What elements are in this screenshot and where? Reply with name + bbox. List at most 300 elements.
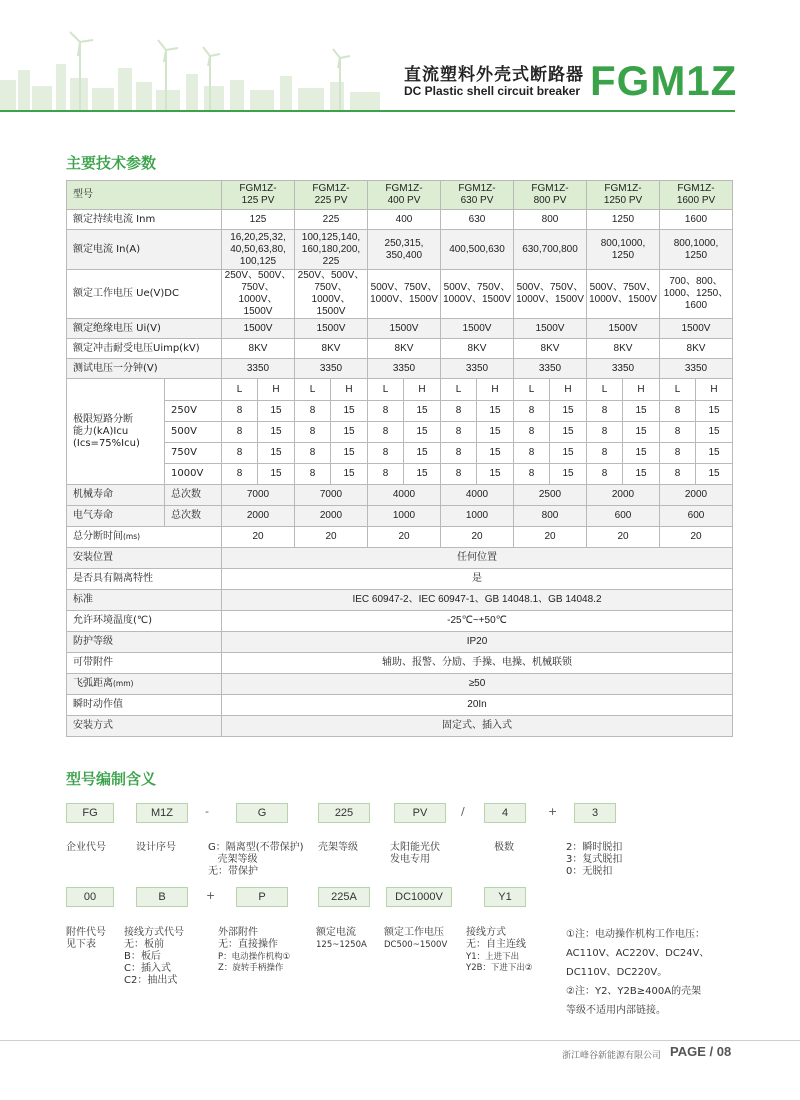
value-cell-text: 8	[309, 426, 316, 437]
value-cell	[514, 422, 550, 443]
value-cell-text: 800	[541, 510, 559, 521]
value-cell-text: 1000	[392, 510, 416, 521]
code-box-pv: PV	[394, 803, 446, 823]
value-cell-text: 500V、750V、 1000V、1500V	[589, 282, 657, 305]
value-cell	[222, 210, 295, 230]
value-cell	[441, 464, 477, 485]
value-cell	[222, 485, 295, 506]
value-cell-text: 400,500,630	[449, 243, 505, 255]
value-cell-text: 20	[471, 531, 483, 542]
voltage-label-text: 500V	[171, 426, 197, 437]
product-model: FGM1Z	[590, 57, 738, 104]
value-cell-text: 15	[635, 405, 647, 416]
lh-cell	[514, 379, 550, 401]
value-cell-text: 15	[635, 447, 647, 458]
code-box-poles: 4	[484, 803, 526, 823]
value-cell	[587, 339, 660, 359]
value-cell-text: 是	[472, 573, 482, 584]
value-cell	[623, 422, 660, 443]
value-cell-text: 3350	[684, 362, 708, 374]
value-cell-text: 1500V	[243, 322, 273, 334]
value-cell	[587, 359, 660, 379]
value-cell-text: 4000	[465, 489, 489, 500]
code-box-voltage: DC1000V	[386, 887, 452, 907]
code-subdesc-external: P：电动操作机构① Z：旋转手柄操作	[218, 952, 291, 973]
table-row	[67, 611, 733, 632]
spec-table	[66, 180, 733, 737]
lh-cell	[550, 379, 587, 401]
value-cell	[295, 230, 368, 270]
value-cell-text: 7000	[246, 489, 270, 500]
table-row	[67, 506, 733, 527]
lh-cell-text: H	[272, 383, 280, 395]
row-label-text: 型号	[73, 189, 93, 200]
value-cell-text: 2000	[246, 510, 270, 521]
value-cell-text: 15	[708, 405, 720, 416]
code-desc-isolation: G：隔离型(不带保护) 壳架等级 无：带保护	[208, 842, 304, 877]
row-label-text: 额定工作电压 Ue(V)DC	[73, 288, 179, 299]
value-cell-text: 1500V	[389, 322, 419, 334]
page-number: PAGE / 08	[670, 1044, 732, 1059]
value-cell	[587, 270, 660, 319]
value-cell-text: 15	[635, 468, 647, 479]
value-cell	[331, 464, 368, 485]
value-cell	[222, 653, 733, 674]
document-title-en: DC Plastic shell circuit breaker	[404, 84, 581, 98]
value-cell	[222, 611, 733, 632]
value-cell	[660, 270, 733, 319]
value-cell	[587, 485, 660, 506]
value-cell-text: 250V、500V、 750V、1000V、 1500V	[224, 270, 292, 317]
value-cell-text: 8	[528, 468, 535, 479]
lh-cell	[660, 379, 696, 401]
row-label	[67, 695, 222, 716]
value-cell	[514, 230, 587, 270]
value-cell	[514, 527, 587, 548]
value-cell-text: IEC 60947-2、IEC 60947-1、GB 14048.1、GB 14048.2	[352, 594, 602, 605]
value-cell	[222, 270, 295, 319]
value-cell	[295, 464, 331, 485]
lh-cell-text: H	[418, 383, 426, 395]
value-cell-text: 20	[617, 531, 629, 542]
code-separator: /	[461, 805, 465, 818]
lh-cell	[258, 379, 295, 401]
value-cell	[550, 443, 587, 464]
value-cell	[660, 359, 733, 379]
table-row	[67, 548, 733, 569]
row-label	[67, 632, 222, 653]
sub-label-text: 总次数	[171, 510, 201, 521]
value-cell-text: 8KV	[467, 342, 487, 354]
value-cell	[222, 401, 258, 422]
spec-section-title: 主要技术参数	[66, 154, 157, 172]
value-cell-text: 20In	[467, 699, 487, 710]
sub-label	[165, 506, 222, 527]
value-cell	[477, 443, 514, 464]
code-desc-frame: 壳架等级	[318, 842, 358, 853]
value-cell	[441, 527, 514, 548]
row-label	[67, 527, 222, 548]
value-cell-text: 20	[398, 531, 410, 542]
value-cell-text: 3350	[319, 362, 343, 374]
value-cell-text: 8KV	[540, 342, 560, 354]
value-cell	[222, 339, 295, 359]
value-cell	[623, 464, 660, 485]
value-cell	[295, 210, 368, 230]
value-cell-text: 8	[674, 447, 681, 458]
value-cell	[587, 527, 660, 548]
value-cell	[587, 230, 660, 270]
code-subdesc-current: 125~1250A	[316, 940, 367, 950]
value-cell	[258, 464, 295, 485]
code-box-company: FG	[66, 803, 114, 823]
value-cell	[368, 339, 441, 359]
value-cell	[514, 270, 587, 319]
value-cell-text: 8KV	[613, 342, 633, 354]
footer-divider	[0, 1040, 800, 1041]
code-desc-company: 企业代号	[66, 842, 106, 853]
row-label-text: 极限短路分断 能力(kA)Icu (Ics=75%Icu)	[73, 413, 140, 449]
row-label	[67, 569, 222, 590]
value-cell-text: 8	[382, 468, 389, 479]
value-cell-text: 15	[343, 405, 355, 416]
code-desc-current: 额定电流	[316, 927, 356, 938]
model-header	[587, 181, 660, 210]
lh-cell-text: L	[528, 383, 535, 395]
value-cell	[368, 506, 441, 527]
value-cell-text: 15	[708, 426, 720, 437]
value-cell	[441, 422, 477, 443]
row-label	[67, 181, 222, 210]
row-label-text: 额定电流 In(A)	[73, 243, 141, 255]
code-desc-wiring: 接线方式代号 无：板前 B：板后 C：插入式 C2：抽出式	[124, 927, 184, 986]
value-cell-text: 7000	[319, 489, 343, 500]
row-label-text: 额定持续电流 Inm	[73, 213, 156, 225]
value-cell	[331, 401, 368, 422]
value-cell-text: 8	[309, 468, 316, 479]
value-cell-text: 8	[309, 447, 316, 458]
code-separator: +	[206, 889, 216, 902]
unit-label: (ms)	[123, 532, 141, 541]
value-cell-text: 8KV	[686, 342, 706, 354]
value-cell-text: 100,125,140, 160,180,200, 225	[301, 231, 361, 267]
value-cell	[295, 527, 368, 548]
row-label-text: 飞弧距离	[73, 678, 113, 689]
value-cell-text: 3350	[611, 362, 635, 374]
table-row	[67, 210, 733, 230]
value-cell	[222, 464, 258, 485]
value-cell-text: 15	[562, 426, 574, 437]
value-cell-text: 8	[455, 447, 462, 458]
value-cell-text: 8	[382, 426, 389, 437]
value-cell	[222, 506, 295, 527]
code-desc-poles: 极数	[494, 842, 514, 853]
row-label	[67, 319, 222, 339]
value-cell-text: 1250	[611, 213, 635, 225]
value-cell	[441, 210, 514, 230]
code-desc-external: 外部附件 无：直接操作	[218, 927, 278, 950]
lh-cell-text: L	[601, 383, 608, 395]
row-label-text: 机械寿命	[73, 489, 113, 500]
value-cell-text: 2000	[684, 489, 708, 500]
lh-cell	[295, 379, 331, 401]
value-cell-text: 800	[541, 213, 559, 225]
city-windmill-illustration	[0, 30, 400, 110]
value-cell-text: 8	[601, 468, 608, 479]
value-cell-text: 15	[270, 447, 282, 458]
value-cell	[258, 422, 295, 443]
row-label	[67, 653, 222, 674]
value-cell	[331, 422, 368, 443]
value-cell-text: 15	[489, 468, 501, 479]
code-box-accessory: 00	[66, 887, 114, 907]
value-cell-text: 600	[614, 510, 632, 521]
value-cell-text: 500V、750V、 1000V、1500V	[370, 282, 438, 305]
value-cell-text: 8	[382, 405, 389, 416]
value-cell-text: 250,315, 350,400	[384, 237, 424, 261]
value-cell-text: 1600	[684, 213, 708, 225]
row-label	[67, 359, 222, 379]
lh-cell-text: L	[236, 383, 243, 395]
row-label-text: 瞬时动作值	[73, 699, 123, 710]
value-cell-text: 8	[455, 405, 462, 416]
model-header	[222, 181, 295, 210]
footnotes: ①注：电动操作机构工作电压： AC110V、AC220V、DC24V、 DC110V、DC220V。 ②注：Y2、Y2B≥400A的壳架 等级不适用内部链接。	[566, 929, 710, 1016]
model-header	[660, 181, 733, 210]
value-cell	[660, 230, 733, 270]
footer-company: 浙江峰谷新能源有限公司	[562, 1051, 662, 1061]
row-label-text: 电气寿命	[73, 510, 113, 521]
value-cell-text: 225	[322, 213, 340, 225]
row-label-text: 额定冲击耐受电压Uimp(kV)	[73, 342, 200, 354]
value-cell-text: 辅助、报警、分励、手操、电操、机械联锁	[382, 657, 572, 668]
value-cell-text: -25℃~+50℃	[447, 615, 507, 626]
value-cell	[660, 485, 733, 506]
row-label-text: 防护等级	[73, 636, 113, 647]
lh-cell	[696, 379, 733, 401]
sub-label	[165, 485, 222, 506]
value-cell	[368, 485, 441, 506]
value-cell-text: 15	[270, 405, 282, 416]
lh-cell-text: H	[491, 383, 499, 395]
value-cell-text: 8	[236, 447, 243, 458]
value-cell-text: 3350	[392, 362, 416, 374]
value-cell	[441, 506, 514, 527]
value-cell	[295, 339, 368, 359]
row-label	[67, 270, 222, 319]
value-cell	[514, 339, 587, 359]
value-cell	[514, 359, 587, 379]
row-label	[67, 548, 222, 569]
value-cell-text: 700、800、 1000、1250、 1600	[663, 276, 729, 311]
value-cell-text: 2500	[538, 489, 562, 500]
value-cell	[331, 443, 368, 464]
value-cell	[222, 548, 733, 569]
value-cell	[514, 464, 550, 485]
unit-label: (mm)	[113, 679, 134, 688]
empty-cell	[165, 379, 222, 401]
code-box-current: 225A	[318, 887, 370, 907]
value-cell-text: 1000	[465, 510, 489, 521]
model-header	[441, 181, 514, 210]
value-cell	[222, 359, 295, 379]
value-cell	[441, 230, 514, 270]
row-label-text: 安装方式	[73, 720, 113, 731]
value-cell-text: 8	[601, 426, 608, 437]
value-cell	[222, 443, 258, 464]
voltage-label	[165, 401, 222, 422]
value-cell-text: 8KV	[248, 342, 268, 354]
value-cell	[587, 506, 660, 527]
value-cell-text: 8	[236, 426, 243, 437]
header-divider	[0, 110, 735, 112]
code-desc-pv: 太阳能光伏 发电专用	[390, 842, 440, 865]
table-row	[67, 443, 733, 464]
lh-cell	[477, 379, 514, 401]
table-row	[67, 485, 733, 506]
model-header	[295, 181, 368, 210]
value-cell	[295, 422, 331, 443]
value-cell-text: 500V、750V、 1000V、1500V	[443, 282, 511, 305]
value-cell-text: 1500V	[535, 322, 565, 334]
model-header-text: FGM1Z- 630 PV	[458, 183, 496, 206]
row-label-text: 安装位置	[73, 552, 113, 563]
value-cell-text: 20	[544, 531, 556, 542]
value-cell-text: 2000	[319, 510, 343, 521]
value-cell-text: 800,1000, 1250	[673, 237, 719, 261]
value-cell-text: 15	[416, 405, 428, 416]
value-cell	[368, 230, 441, 270]
value-cell	[587, 422, 623, 443]
table-row	[67, 632, 733, 653]
value-cell	[404, 422, 441, 443]
code-box-wiring: B	[136, 887, 188, 907]
lh-cell-text: H	[345, 383, 353, 395]
code-desc-voltage: 额定工作电压	[384, 927, 444, 938]
value-cell-text: 固定式、插入式	[442, 720, 512, 731]
value-cell-text: 15	[708, 447, 720, 458]
value-cell	[477, 422, 514, 443]
value-cell-text: 1500V	[681, 322, 711, 334]
value-cell	[441, 485, 514, 506]
table-row	[67, 464, 733, 485]
value-cell	[514, 443, 550, 464]
value-cell	[696, 443, 733, 464]
document-title-cn: 直流塑料外壳式断路器	[404, 65, 584, 85]
value-cell-text: 15	[343, 426, 355, 437]
value-cell	[660, 443, 696, 464]
value-cell	[623, 401, 660, 422]
sub-label-text: 总次数	[171, 489, 201, 500]
code-box-external: P	[236, 887, 288, 907]
value-cell-text: 3350	[246, 362, 270, 374]
value-cell	[623, 443, 660, 464]
value-cell-text: 20	[690, 531, 702, 542]
value-cell	[587, 443, 623, 464]
lh-cell-text: L	[382, 383, 389, 395]
value-cell	[222, 632, 733, 653]
code-desc-connection: 接线方式 无：自主连线	[466, 927, 526, 950]
code-separator: -	[205, 805, 209, 818]
table-row	[67, 359, 733, 379]
value-cell	[368, 443, 404, 464]
value-cell	[696, 464, 733, 485]
value-cell	[368, 270, 441, 319]
row-label	[67, 611, 222, 632]
value-cell	[441, 339, 514, 359]
lh-cell	[404, 379, 441, 401]
value-cell	[222, 422, 258, 443]
value-cell	[660, 506, 733, 527]
value-cell	[295, 359, 368, 379]
value-cell-text: 8	[674, 468, 681, 479]
value-cell	[222, 569, 733, 590]
value-cell-text: 3350	[538, 362, 562, 374]
value-cell-text: 8	[382, 447, 389, 458]
code-desc-trip: 2：瞬时脱扣 3：复式脱扣 0：无脱扣	[566, 842, 623, 877]
value-cell-text: 任何位置	[457, 552, 497, 563]
lh-cell	[368, 379, 404, 401]
row-label-text: 是否具有隔离特性	[73, 573, 153, 584]
lh-cell-text: H	[637, 383, 645, 395]
value-cell	[368, 422, 404, 443]
model-header-text: FGM1Z- 800 PV	[531, 183, 569, 206]
value-cell-text: 600	[687, 510, 705, 521]
code-separator: +	[548, 805, 558, 818]
table-row	[67, 716, 733, 737]
value-cell	[587, 210, 660, 230]
row-label-text: 允许环境温度(℃)	[73, 615, 153, 626]
model-header-text: FGM1Z- 1600 PV	[676, 183, 716, 206]
value-cell	[477, 464, 514, 485]
value-cell	[441, 270, 514, 319]
value-cell-text: 15	[343, 447, 355, 458]
voltage-label-text: 750V	[171, 447, 197, 458]
value-cell	[660, 210, 733, 230]
value-cell	[514, 485, 587, 506]
table-row	[67, 339, 733, 359]
value-cell-text: 250V、500V、 750V、1000V、 1500V	[297, 270, 365, 317]
value-cell-text: 8	[528, 447, 535, 458]
table-row	[67, 695, 733, 716]
code-box-connection: Y1	[484, 887, 526, 907]
voltage-label	[165, 422, 222, 443]
lh-cell	[222, 379, 258, 401]
value-cell-text: 8	[528, 405, 535, 416]
lh-cell	[441, 379, 477, 401]
value-cell-text: ≥50	[468, 678, 486, 689]
row-label	[67, 506, 165, 527]
value-cell	[368, 210, 441, 230]
voltage-label-text: 1000V	[171, 468, 204, 479]
value-cell-text: 15	[270, 426, 282, 437]
row-label-text: 额定绝缘电压 Ui(V)	[73, 322, 161, 334]
value-cell	[222, 695, 733, 716]
table-row	[67, 590, 733, 611]
lh-cell-text: H	[710, 383, 718, 395]
row-label	[67, 210, 222, 230]
value-cell	[660, 464, 696, 485]
value-cell-text: 1500V	[316, 322, 346, 334]
value-cell-text: 15	[416, 447, 428, 458]
value-cell	[441, 443, 477, 464]
value-cell-text: 15	[562, 405, 574, 416]
value-cell	[222, 716, 733, 737]
value-cell-text: 15	[343, 468, 355, 479]
value-cell-text: 8	[601, 447, 608, 458]
value-cell	[660, 339, 733, 359]
value-cell	[550, 422, 587, 443]
